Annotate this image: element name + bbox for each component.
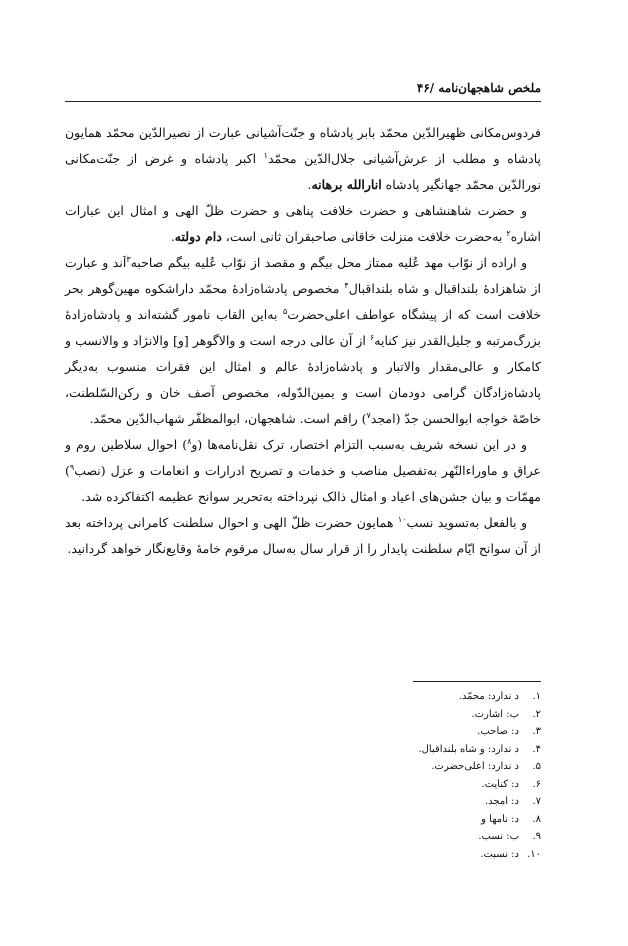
footnotes-list xyxy=(65,688,541,863)
footnote-text: ب: نسب. xyxy=(478,831,519,842)
text-run: و حضرت شاهنشاهی و حضرت خلافت پناهی و حضرت ظلّ الهی و امثال این عبارات اشاره xyxy=(65,203,541,244)
footnote-ref: ۱ xyxy=(263,150,268,160)
footnote xyxy=(65,846,541,864)
footnote-number: ۱۰. xyxy=(527,848,541,860)
text-run: ) راقم است. شاهجهان، ابوالمظفّر شهاب‌الدّین محمّد. xyxy=(89,411,367,426)
paragraph-2 xyxy=(65,198,541,250)
footnote-ref: ۷ xyxy=(366,410,371,420)
footnote-text: د: امجد. xyxy=(484,796,519,807)
footnote-number: ۷. xyxy=(532,796,541,807)
footnote-number: ۱. xyxy=(532,691,541,702)
text-run: . xyxy=(170,229,175,244)
running-header: ملخص شاهجهان‌نامه /۴۶ xyxy=(416,81,541,95)
text-run: به‌این القاب نامور گشته‌اند و پادشاه‌زادهٔ بزرگ‌مرتبه و جلیل‌القدر نیز کنایه xyxy=(65,307,541,348)
main-text xyxy=(65,120,541,562)
footnote xyxy=(65,741,541,759)
bold-phrase: دام دولته xyxy=(174,229,222,244)
footnote xyxy=(65,706,541,724)
text-run: و بالفعل به‌تسوید نسب xyxy=(406,515,528,530)
footnote xyxy=(65,828,541,846)
header-rule xyxy=(65,101,541,102)
text-run: اکبر پادشاه و غرض از جنّت‌مکانی نورالدّین محمّد جهانگیر پادشاه xyxy=(65,151,541,192)
footnote-text: ب: اشارت. xyxy=(471,708,519,720)
footnote xyxy=(65,793,541,811)
footnote-ref: ۹ xyxy=(69,462,75,472)
footnote-ref: ۱۰ xyxy=(397,514,407,524)
footnote-text: د: نامها و xyxy=(481,813,519,825)
paragraph-3 xyxy=(65,250,541,432)
paragraph-5 xyxy=(65,510,541,562)
footnote-text: د: صاحب. xyxy=(477,726,519,737)
footnote-ref: ۸ xyxy=(187,436,192,446)
footnote xyxy=(65,688,541,706)
footnote-number: ۹. xyxy=(532,831,541,842)
text-run: و در این نسخه شریف به‌سبب التزام اختصار، ترک نقل‌نامه‌ها (و xyxy=(191,437,528,452)
bold-phrase: انارالله برهانه xyxy=(311,177,382,192)
text-run: همایون حضرت ظلّ الهی و احوال سلطنت کامرانی پرداخته بعد از آن سوانح ایّام سلطنت پایدار را از قرار سال به‌سال مرقوم خامهٔ وقایع‌نگار خواهد گردانید. xyxy=(65,515,541,556)
footnote-number: ۸. xyxy=(532,813,541,825)
footnote-text: د ندارد: محمّد. xyxy=(458,691,519,702)
text-run: از آن عالی درجه است و والاگوهر [و] والانژاد و والانسب و کامکار و عالی‌مقدار والاتبار و پادشاه‌زادهٔ عالم و امثال این فقرات منسوب به‌دیگر پادشاه‌زادگان گرامی دودمان است و یمین‌الدّوله، مخصوص آصف خان و رکن‌السّلطنت، خاصّهٔ خواجه ابوالحسن جدّ (امجد xyxy=(65,333,541,426)
text-run: و اراده از نوّاب مهد عُلیه ممتاز محل بیگم و مقصد از نوّاب عُلیه بیگم صاحبه xyxy=(130,255,528,270)
text-run: ) مهمّات و بیان جشن‌های اعیاد و امثال ذالک نپرداخته به‌تحریر سوانح عظیمه اکتفاکرده شد. xyxy=(65,463,541,504)
footnote-text: د: کنایت. xyxy=(481,778,519,790)
footnote-number: ۲. xyxy=(532,708,541,720)
footnote xyxy=(65,776,541,794)
paragraph-4 xyxy=(65,432,541,510)
footnote-number: ۶. xyxy=(532,778,541,790)
text-run: اَند و عبارت از شاهزادهٔ بلنداقبال و شاه بلنداقبال xyxy=(65,255,541,296)
text-run: ) احوال سلاطین روم و عراق و ماوراءالنّهر به‌تفصیل مناصب و خدمات و تصریح ادرارات و انعامات و عزل (نصب xyxy=(65,437,541,478)
footnote-rule xyxy=(413,681,541,682)
text-run: فردوس‌مکانی ظهیرالدّین محمّد بابر پادشاه و جنّت‌آشیانی عبارت از نصیرالدّین محمّد همایون پادشاه و مطلب از عرش‌آشیانی جلال‌الدّین محمّد xyxy=(65,125,541,166)
footnote-ref: ۳ xyxy=(126,254,131,264)
footnote-ref: ۲ xyxy=(506,228,511,238)
footnote-ref: ۴ xyxy=(344,280,349,290)
footnote-number: ۳. xyxy=(532,726,541,737)
text-run: به‌حضرت خلافت منزلت خاقانی صاحبقران ثانی است، xyxy=(221,229,507,244)
footnote-number: ۴. xyxy=(532,743,541,755)
footnote xyxy=(65,811,541,829)
text-run: . xyxy=(307,177,312,192)
paragraph-1 xyxy=(65,120,541,198)
footnote-text: د ندارد: و شاه بلنداقبال. xyxy=(418,743,519,755)
footnote xyxy=(65,758,541,776)
footnote-number: ۵. xyxy=(532,761,541,772)
footnote-ref: ۶ xyxy=(370,332,375,342)
footnote xyxy=(65,723,541,741)
footnote-text: د ندارد: اعلی‌حضرت. xyxy=(431,761,519,772)
footnote-ref: ۵ xyxy=(282,306,288,316)
footnote-text: د: نسبت. xyxy=(480,848,519,860)
text-run: مخصوص پادشاه‌زادهٔ محمّد داراشکوه مهین‌گوهر بحر خلافت است که از پیشگاه عواطف اعلی‌حضرت xyxy=(65,281,541,322)
